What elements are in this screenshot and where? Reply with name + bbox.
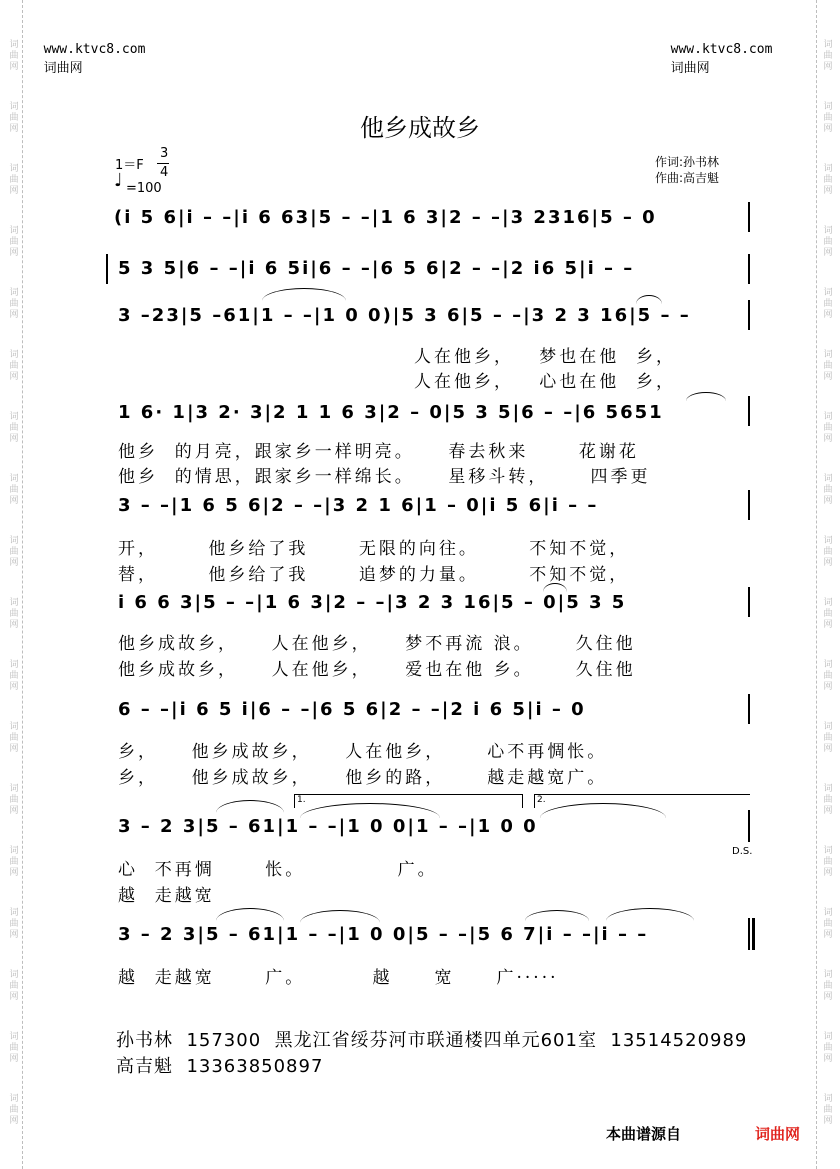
end-barline-row-5 [748,490,750,520]
end-barline-row-2 [748,254,750,284]
side-watermark: 词 曲 网 [9,722,19,754]
volta-2-bracket-start [534,794,535,808]
source-label: 本曲谱源自 [606,1125,682,1143]
composer-credit: 作曲:高吉魁 [655,171,720,185]
score-row-9: 3 – 2 3|5 – 61|1 – –|1 0 0|5 – –|5 6 7|i – –|i – – [118,924,649,945]
side-watermark: 词 曲 网 [823,1094,833,1126]
song-title: 他乡成故乡 [360,114,480,142]
volta-1-bracket-start [294,794,295,808]
lyrics-row-5-verse-2: 替， 他乡给了我 追梦的力量。 不知不觉， [118,565,630,585]
lyrics-row-6-verse-2: 他乡成故乡， 人在他乡， 爱也在他 乡。 久住他 [118,660,636,680]
side-watermark: 词 曲 网 [9,164,19,196]
site-url-left[interactable] [28,27,145,76]
site-url-left-text[interactable]: www.ktvc8.com [43,42,146,57]
end-barline-row-6 [748,587,750,617]
side-watermark: 词 曲 网 [9,350,19,382]
left-border-line [22,0,23,1169]
side-watermark: 词 曲 网 [823,846,833,878]
side-watermark: 词 曲 网 [9,598,19,630]
side-watermark: 词 曲 网 [9,226,19,258]
score-row-3: 3 –23|5 –61|1 – –|1 0 0)|5 3 6|5 – –|3 2 3 16|5 – – [118,305,691,326]
final-barline-thick [752,918,755,950]
side-watermark: 词 曲 网 [9,1094,19,1126]
side-watermark: 词 曲 网 [9,40,19,72]
slur-arc-row-8a [216,800,284,813]
lyrics-row-6-verse-1: 他乡成故乡， 人在他乡， 梦不再流 浪。 久住他 [118,634,636,654]
slur-arc-row-3 [636,295,662,304]
site-name-right[interactable]: 词曲网 [670,61,710,76]
side-watermark: 词 曲 网 [9,536,19,568]
side-watermark: 词 曲 网 [823,660,833,692]
lyrics-row-5-verse-1: 开， 他乡给了我 无限的向往。 不知不觉， [118,539,630,559]
dal-segno-marking: D.S. [732,846,753,857]
side-watermark: 词 曲 网 [9,970,19,1002]
side-watermark: 词 曲 网 [9,288,19,320]
side-watermark: 词 曲 网 [9,660,19,692]
side-watermark: 词 曲 网 [823,598,833,630]
time-signature-top: 3 [160,146,169,161]
volta-1-bracket [294,794,522,795]
side-watermark: 词 曲 网 [823,474,833,506]
side-watermark: 词 曲 网 [823,226,833,258]
side-watermark: 词 曲 网 [823,970,833,1002]
score-row-7: 6 – –|i 6 5 i|6 – –|6 5 6|2 – –|2 i 6 5|i – 0 [118,699,586,720]
volta-1-label: 1. [297,795,306,805]
lyrics-row-3-verse-1: 人在他乡， 梦也在他 乡， [414,347,677,367]
lyricist-credit: 作词:孙书林 [655,155,720,169]
side-watermark: 词 曲 网 [823,350,833,382]
side-watermark: 词 曲 网 [9,908,19,940]
end-barline-row-4 [748,396,750,426]
volta-2-bracket [534,794,750,795]
side-watermark: 词 曲 网 [823,412,833,444]
lyrics-row-4-verse-1: 他乡 的月亮，跟家乡一样明亮。 春去秋来 花谢花 [118,442,639,462]
score-row-4: 1 6· 1|3 2· 3|2 1 1 6 3|2 – 0|5 3 5|6 – –|6 5651 [118,402,664,423]
side-watermark: 词 曲 网 [823,784,833,816]
lyrics-row-8-verse-1: 心 不再惆 怅。 广。 [118,860,438,880]
end-barline-row-3 [748,300,750,330]
contact-line-lyricist: 孙书林 157300 黑龙江省绥芬河市联通楼四单元601室 13514520989 [116,1030,748,1051]
time-signature-divider [157,163,169,164]
slur-arc-row-4 [686,392,726,401]
score-row-5: 3 – –|1 6 5 6|2 – –|3 2 1 6|1 – 0|i 5 6|i – – [118,495,599,516]
tie-arc-row-8c [540,803,666,818]
repeat-start-barline [106,254,108,284]
side-watermark: 词 曲 网 [823,722,833,754]
side-watermark: 词 曲 网 [823,40,833,72]
right-border-line [816,0,817,1169]
slur-arc-row-9a [216,908,284,921]
lyrics-row-7-verse-2: 乡， 他乡成故乡， 他乡的路， 越走越宽广。 [118,768,608,788]
side-watermark: 词 曲 网 [9,412,19,444]
end-barline-row-1 [748,202,750,232]
score-row-2: 5 3 5|6 – –|i 6 5i|6 – –|6 5 6|2 – –|2 i6 5|i – – [118,258,635,279]
site-url-right[interactable] [655,27,772,76]
key-signature: 1＝F [115,158,144,173]
lyrics-row-7-verse-1: 乡， 他乡成故乡， 人在他乡， 心不再惆怅。 [118,742,608,762]
quarter-note-icon: ♩ [114,170,123,191]
side-watermark: 词 曲 网 [823,908,833,940]
side-watermark: 词 曲 网 [9,102,19,134]
side-watermark: 词 曲 网 [823,164,833,196]
slur-arc-row-9c [525,910,589,921]
side-watermark: 词 曲 网 [9,474,19,506]
lyrics-row-8-verse-2: 越 走越宽 [118,886,215,906]
score-row-1: (i 5 6|i – –|i 6 63|5 – –|1 6 3|2 – –|3 2316|5 – 0 [114,207,657,228]
tie-arc-row-9b [300,910,380,923]
side-watermark: 词 曲 网 [823,288,833,320]
side-watermark: 词 曲 网 [9,784,19,816]
lyrics-row-4-verse-2: 他乡 的情思，跟家乡一样绵长。 星移斗转， 四季更 [118,467,651,487]
side-watermark: 词 曲 网 [823,536,833,568]
side-watermark: 词 曲 网 [9,846,19,878]
score-row-6: i 6 6 3|5 – –|1 6 3|2 – –|3 2 3 16|5 – 0|5 3 5 [118,592,627,613]
volta-1-bracket-end [522,794,523,808]
side-watermark: 词 曲 网 [823,1032,833,1064]
tie-arc-row-3 [262,288,346,301]
end-barline-row-7 [748,694,750,724]
tempo-marking: =100 [126,181,162,196]
site-url-right-text[interactable]: www.ktvc8.com [670,42,773,57]
end-barline-row-8 [748,810,750,842]
final-barline [748,918,750,950]
side-watermark: 词 曲 网 [823,102,833,134]
time-signature-bottom: 4 [160,165,169,180]
tie-arc-row-8b [300,803,440,818]
source-site-link[interactable]: 词曲网 [755,1125,801,1143]
lyrics-row-9: 越 走越宽 广。 越 宽 广····· [118,968,559,988]
side-watermark: 词 曲 网 [9,1032,19,1064]
contact-line-composer: 高吉魁 13363850897 [116,1056,324,1077]
score-row-8: 3 – 2 3|5 – 61|1 – –|1 0 0|1 – –|1 0 0 [118,816,538,837]
tie-arc-row-9d [606,908,694,921]
site-name-left[interactable]: 词曲网 [43,61,83,76]
volta-2-label: 2. [537,795,546,805]
lyrics-row-3-verse-2: 人在他乡， 心也在他 乡， [414,372,677,392]
